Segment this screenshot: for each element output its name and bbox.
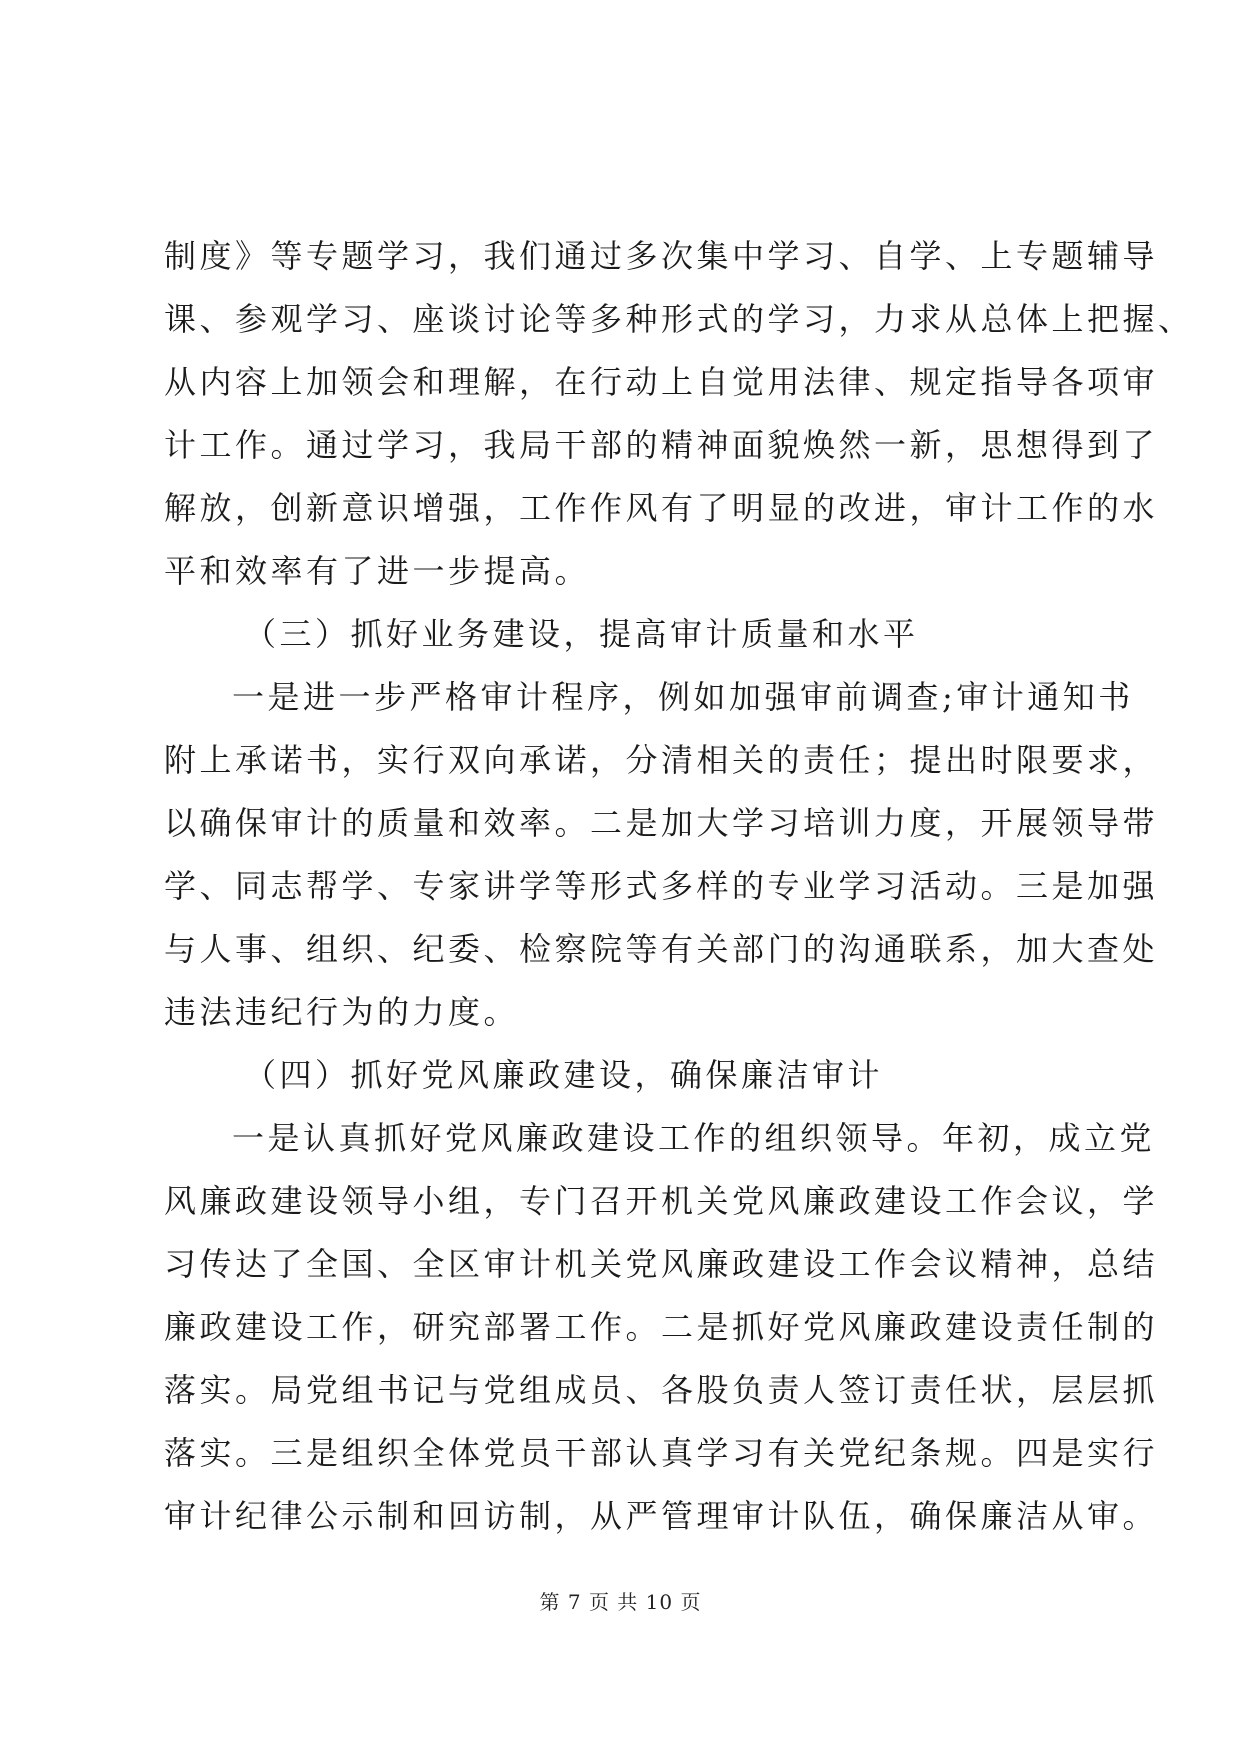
- text-line: 课、参观学习、座谈讨论等多种形式的学习，力求从总体上把握、: [164, 300, 1194, 338]
- text-line: 习传达了全国、全区审计机关党风廉政建设工作会议精神，总结: [164, 1245, 1159, 1283]
- document-body: [164, 226, 1194, 1549]
- text-line: 违法违纪行为的力度。: [164, 993, 520, 1031]
- text-line: 廉政建设工作，研究部署工作。二是抓好党风廉政建设责任制的: [164, 1308, 1159, 1346]
- text-line: 学、同志帮学、专家讲学等形式多样的专业学习活动。三是加强: [164, 867, 1159, 905]
- text-line: 附上承诺书，实行双向承诺，分清相关的责任；提出时限要求，: [164, 741, 1159, 779]
- text-line: 制度》等专题学习，我们通过多次集中学习、自学、上专题辅导: [164, 237, 1159, 275]
- text-line: 落实。三是组织全体党员干部认真学习有关党纪条规。四是实行: [164, 1434, 1159, 1472]
- text-line: 落实。局党组书记与党组成员、各股负责人签订责任状，层层抓: [164, 1371, 1159, 1409]
- text-line: 解放，创新意识增强，工作作风有了明显的改进，审计工作的水: [164, 489, 1159, 527]
- text-line: 以确保审计的质量和效率。二是加大学习培训力度，开展领导带: [164, 804, 1159, 842]
- section-heading: （四）抓好党风廉政建设，确保廉洁审计: [244, 1056, 884, 1094]
- text-line: 风廉政建设领导小组，专门召开机关党风廉政建设工作会议，学: [164, 1182, 1159, 1220]
- paragraph-first-line: 一是进一步严格审计程序，例如加强审前调查;审计通知书: [232, 678, 1134, 716]
- page-number-footer: 第 7 页 共 10 页: [539, 1590, 702, 1614]
- text-line: 审计纪律公示制和回访制，从严管理审计队伍，确保廉洁从审。: [164, 1497, 1159, 1535]
- text-line: 与人事、组织、纪委、检察院等有关部门的沟通联系，加大查处: [164, 930, 1159, 968]
- text-line: 平和效率有了进一步提高。: [164, 552, 591, 590]
- text-line: 计工作。通过学习，我局干部的精神面貌焕然一新，思想得到了: [164, 426, 1159, 464]
- paragraph-first-line: 一是认真抓好党风廉政建设工作的组织领导。年初，成立党: [232, 1119, 1156, 1157]
- section-heading: （三）抓好业务建设，提高审计质量和水平: [244, 615, 919, 653]
- text-line: 从内容上加领会和理解，在行动上自觉用法律、规定指导各项审: [164, 363, 1159, 401]
